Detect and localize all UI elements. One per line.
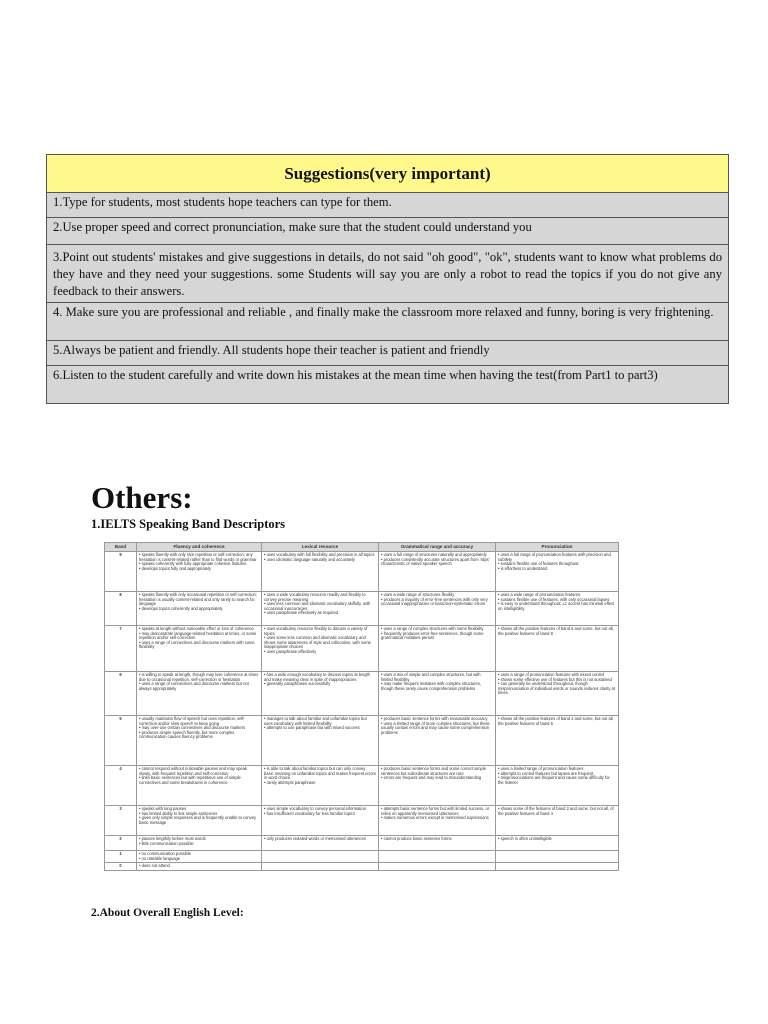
descriptor-item: • sustains flexible use of features, with only occasional lapses: [498, 598, 616, 603]
band-cell-pron: [496, 626, 619, 672]
band-cell-lexical: [262, 552, 379, 592]
suggestions-table: [46, 154, 729, 404]
band-cell-pron: [496, 851, 619, 863]
band-row: [105, 672, 619, 716]
descriptor-item: • sustains flexible use of features throughout: [498, 562, 616, 567]
descriptor-item: • mispronunciations are frequent and cause some difficulty for the listener: [498, 776, 616, 785]
band-number: 1: [105, 851, 137, 863]
suggestion-item: 5.Always be patient and friendly. All students hope their teacher is patient and friendly: [47, 341, 729, 366]
band-cell-pron: [496, 806, 619, 836]
band-cell-fluency: [137, 863, 262, 871]
band-row: [105, 766, 619, 806]
lexical-header: Lexical resource: [262, 543, 379, 552]
descriptor-item: • usually maintains flow of speech but uses repetition, self-correction and/or slow speech to keep going: [139, 717, 259, 726]
descriptor-item: • speech is often unintelligible: [498, 837, 616, 842]
band-number: 3: [105, 806, 137, 836]
band-cell-grammar: [379, 626, 496, 672]
descriptor-item: • manages to talk about familiar and unfamiliar topics but uses vocabulary with limited flexibility: [264, 717, 376, 726]
band-cell-pron: [496, 766, 619, 806]
descriptor-item: • produces consistently accurate structures apart from 'slips' characteristic of native speaker speech: [381, 558, 493, 567]
descriptor-item: • only produces isolated words or memorised utterances: [264, 837, 376, 842]
descriptor-item: • is able to talk about familiar topics but can only convey basic meaning on unfamiliar topics and makes frequent errors in word choice: [264, 767, 376, 781]
band-row: [105, 836, 619, 851]
band-cell-grammar: [379, 716, 496, 766]
grammar-header: Grammatical range and accuracy: [379, 543, 496, 552]
descriptor-item: • uses a wide range of structures flexibly: [381, 593, 493, 598]
band-cell-lexical: [262, 592, 379, 626]
suggestion-item: 3.Point out students' mistakes and give suggestions in details, do not said "oh good", "ok", students want to know what problems do they have and they need your suggestions. some Students will say you are only a robot to read the topics if you do not give any feedback to their answers.: [47, 245, 729, 303]
descriptor-item: • makes numerous errors except in memorised expressions: [381, 816, 493, 821]
band-cell-pron: [496, 716, 619, 766]
overall-english-level-subheading: 2.About Overall English Level:: [91, 907, 244, 919]
descriptor-item: • develops topics fully and appropriately: [139, 567, 259, 572]
band-cell-fluency: [137, 552, 262, 592]
descriptor-item: • is effortless to understand: [498, 567, 616, 572]
band-cell-pron: [496, 863, 619, 871]
descriptor-item: • shows all the positive features of band 6 and some, but not all, the positive features of band 8: [498, 627, 616, 636]
band-number: 5: [105, 716, 137, 766]
descriptor-item: • uses vocabulary resource flexibly to discuss a variety of topics: [264, 627, 376, 636]
descriptor-item: • uses simple vocabulary to convey personal information: [264, 807, 376, 812]
pronunciation-header: Pronunciation: [496, 543, 619, 552]
descriptor-item: • errors are frequent and may lead to misunderstanding: [381, 776, 493, 781]
band-cell-grammar: [379, 851, 496, 863]
descriptor-item: • uses paraphrase effectively: [264, 650, 376, 655]
band-cell-pron: [496, 672, 619, 716]
band-cell-lexical: [262, 806, 379, 836]
descriptor-item: • speaks fluently with only rare repetition or self-correction; any hesitation is content-related rather than to find words or grammar: [139, 553, 259, 562]
band-header: Band: [105, 543, 137, 552]
descriptor-item: • can generally be understood throughout, though mispronunciation of individual words or sounds reduces clarity at times: [498, 682, 616, 696]
band-number: 9: [105, 552, 137, 592]
band-cell-grammar: [379, 806, 496, 836]
band-cell-grammar: [379, 672, 496, 716]
band-row: [105, 851, 619, 863]
band-cell-lexical: [262, 851, 379, 863]
descriptor-item: • uses a limited range of more complex structures, but these usually contain errors and may cause some comprehension problems: [381, 722, 493, 736]
band-cell-lexical: [262, 836, 379, 851]
descriptor-item: • attempts basic sentence forms but with limited success, or relies on apparently memorised utterances: [381, 807, 493, 816]
suggestion-item: 2.Use proper speed and correct pronunciation, make sure that the student could understand you: [47, 218, 729, 245]
band-row: [105, 626, 619, 672]
descriptor-item: • uses a range of connectives and discourse markers with some flexibility: [139, 641, 259, 650]
band-cell-fluency: [137, 592, 262, 626]
descriptor-item: • uses a full range of structures naturally and appropriately: [381, 553, 493, 558]
descriptor-item: • speaks coherently with fully appropriate cohesive features: [139, 562, 259, 567]
descriptor-item: • speaks fluently with only occasional repetition or self-correction; hesitation is usually content-related and only rarely to search for language: [139, 593, 259, 607]
band-cell-fluency: [137, 806, 262, 836]
band-cell-fluency: [137, 672, 262, 716]
band-row: [105, 592, 619, 626]
descriptor-item: • rarely attempts paraphrase: [264, 781, 376, 786]
band-number: 2: [105, 836, 137, 851]
band-number: 0: [105, 863, 137, 871]
descriptor-item: • may demonstrate language-related hesitation at times, or some repetition and/or self-correction: [139, 632, 259, 641]
descriptor-item: • uses idiomatic language naturally and accurately: [264, 558, 376, 563]
descriptor-item: • attempts to control features but lapses are frequent: [498, 772, 616, 777]
band-cell-fluency: [137, 836, 262, 851]
descriptor-item: • develops topics coherently and appropriately: [139, 607, 259, 612]
band-number: 6: [105, 672, 137, 716]
descriptor-item: • attempts to use paraphrase but with mixed success: [264, 726, 376, 731]
descriptor-item: • uses a wide vocabulary resource readily and flexibly to convey precise meaning: [264, 593, 376, 602]
suggestion-item: 1.Type for students, most students hope teachers can type for them.: [47, 193, 729, 218]
band-row: [105, 863, 619, 871]
descriptor-item: • uses vocabulary with full flexibility and precision in all topics: [264, 553, 376, 558]
descriptor-item: • uses less common and idiomatic vocabulary skilfully, with occasional inaccuracies: [264, 602, 376, 611]
descriptor-item: • uses a wide range of pronunciation features: [498, 593, 616, 598]
descriptor-item: • links basic sentences but with repetitious use of simple connectives and some breakdowns in coherence: [139, 776, 259, 785]
descriptor-item: • is willing to speak at length, though may lose coherence at times due to occasional repetition, self-correction or hesitation: [139, 673, 259, 682]
descriptor-item: • shows all the positive features of band 4 and some, but not all, the positive features of band 6: [498, 717, 616, 726]
descriptor-item: • uses a range of complex structures with some flexibility: [381, 627, 493, 632]
band-cell-grammar: [379, 552, 496, 592]
band-cell-grammar: [379, 766, 496, 806]
band-number: 4: [105, 766, 137, 806]
descriptor-item: • may make frequent mistakes with complex structures, though these rarely cause comprehension problems: [381, 682, 493, 691]
band-cell-pron: [496, 836, 619, 851]
descriptor-item: • shows some effective use of features but this is not sustained: [498, 678, 616, 683]
band-cell-grammar: [379, 863, 496, 871]
band-number: 8: [105, 592, 137, 626]
band-cell-lexical: [262, 716, 379, 766]
descriptor-item: • has limited ability to link simple sentences: [139, 812, 259, 817]
descriptor-item: • is easy to understand throughout; L1 accent has minimal effect on intelligibility: [498, 602, 616, 611]
descriptor-item: • cannot produce basic sentence forms: [381, 837, 493, 842]
descriptor-item: • uses a limited range of pronunciation features: [498, 767, 616, 772]
suggestion-item: 4. Make sure you are professional and reliable , and finally make the classroom more relaxed and funny, boring is very frightening.: [47, 303, 729, 341]
band-cell-pron: [496, 552, 619, 592]
band-descriptors-table: [104, 542, 619, 871]
band-descriptors-image: [104, 542, 618, 870]
band-cell-lexical: [262, 672, 379, 716]
descriptor-item: • gives only simple responses and is frequently unable to convey basic message: [139, 816, 259, 825]
descriptor-item: • no rateable language: [139, 857, 259, 862]
descriptor-item: • does not attend: [139, 864, 259, 869]
band-cell-fluency: [137, 716, 262, 766]
descriptor-item: • uses a range of connectives and discourse markers but not always appropriately: [139, 682, 259, 691]
descriptor-item: • produces basic sentence forms with reasonable accuracy: [381, 717, 493, 722]
descriptor-item: • no communication possible: [139, 852, 259, 857]
band-cell-grammar: [379, 836, 496, 851]
descriptor-item: • has insufficient vocabulary for less familiar topics: [264, 812, 376, 817]
band-row: [105, 716, 619, 766]
descriptor-item: • pauses lengthily before most words: [139, 837, 259, 842]
descriptor-item: • uses a full range of pronunciation features with precision and subtlety: [498, 553, 616, 562]
band-row: [105, 552, 619, 592]
descriptor-item: • has a wide enough vocabulary to discuss topics at length and make meaning clear in spite of inappropriacies: [264, 673, 376, 682]
descriptor-item: • uses a mix of simple and complex structures, but with limited flexibility: [381, 673, 493, 682]
descriptor-item: • shows some of the features of band 2 and some, but not all, of the positive features of band 4: [498, 807, 616, 816]
descriptor-item: • generally paraphrases successfully: [264, 682, 376, 687]
band-number: 7: [105, 626, 137, 672]
descriptor-item: • produces simple speech fluently, but more complex communication causes fluency problems: [139, 731, 259, 740]
band-cell-lexical: [262, 766, 379, 806]
descriptor-item: • uses a range of pronunciation features with mixed control: [498, 673, 616, 678]
descriptor-item: • produces basic sentence forms and some correct simple sentences but subordinate structures are rare: [381, 767, 493, 776]
band-cell-grammar: [379, 592, 496, 626]
band-cell-fluency: [137, 851, 262, 863]
band-cell-pron: [496, 592, 619, 626]
descriptor-item: • little communication possible: [139, 842, 259, 847]
descriptor-item: • uses some less common and idiomatic vocabulary and shows some awareness of style and collocation, with some inappropriate choices: [264, 636, 376, 650]
descriptor-item: • may over-use certain connectives and discourse markers: [139, 726, 259, 731]
suggestions-title: Suggestions(very important): [47, 155, 729, 193]
fluency-header: Fluency and coherence: [137, 543, 262, 552]
band-row: [105, 806, 619, 836]
band-cell-fluency: [137, 766, 262, 806]
band-cell-lexical: [262, 626, 379, 672]
others-heading: Others:: [91, 480, 193, 515]
band-descriptors-subheading: 1.IELTS Speaking Band Descriptors: [91, 517, 286, 531]
band-cell-lexical: [262, 863, 379, 871]
suggestion-item: 6.Listen to the student carefully and write down his mistakes at the mean time when having the test(from Part1 to part3): [47, 366, 729, 404]
descriptor-item: • uses paraphrase effectively as required: [264, 611, 376, 616]
descriptor-item: • produces a majority of error-free sentences with only very occasional inappropriacies or basic/non-systematic errors: [381, 598, 493, 607]
band-cell-fluency: [137, 626, 262, 672]
descriptor-item: • cannot respond without noticeable pauses and may speak slowly, with frequent repetition and self-correction: [139, 767, 259, 776]
descriptor-item: • speaks at length without noticeable effort or loss of coherence: [139, 627, 259, 632]
descriptor-item: • frequently produces error-free sentences, though some grammatical mistakes persist: [381, 632, 493, 641]
descriptor-item: • speaks with long pauses: [139, 807, 259, 812]
